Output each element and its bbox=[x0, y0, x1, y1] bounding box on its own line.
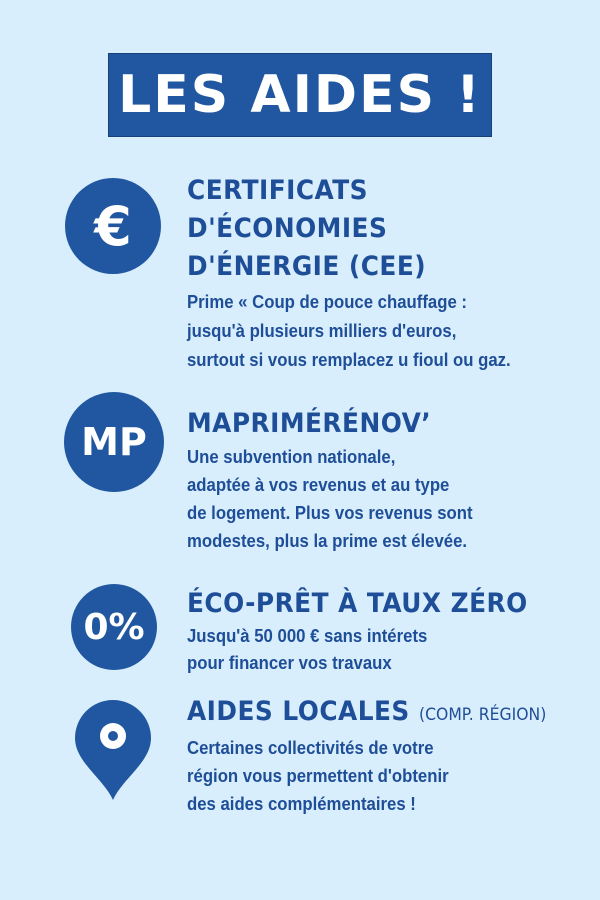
title-banner bbox=[108, 53, 492, 137]
section-heading: AIDES LOCALES (COMP. RÉGION) bbox=[187, 696, 547, 727]
section-heading: ÉCO-PRÊT À TAUX ZÉRO bbox=[187, 588, 528, 619]
section-cee bbox=[187, 172, 587, 375]
section-body: Jusqu'à 50 000 € sans intérets pour financer vos travaux bbox=[187, 626, 428, 673]
section-body: Une subvention nationale, adaptée à vos revenus et au type de logement. Plus vos revenus sont modestes, plus la prime est élevée. bbox=[187, 447, 473, 551]
heading-note: (COMP. RÉGION) bbox=[418, 705, 547, 725]
section-maprimerenov bbox=[187, 405, 587, 555]
section-heading: CERTIFICATS D'ÉCONOMIES D'ÉNERGIE (CEE) bbox=[187, 175, 427, 282]
zero-percent-icon: 0% bbox=[71, 584, 157, 670]
map-pin-icon bbox=[73, 698, 153, 802]
section-aides-locales bbox=[187, 693, 587, 818]
section-body: Certaines collectivités de votre région vous permettent d'obtenir des aides complémentaires ! bbox=[187, 738, 449, 814]
section-heading: MAPRIMÉRÉNOV’ bbox=[187, 408, 432, 439]
section-eco-pret bbox=[187, 585, 587, 677]
page-title: LES AIDES ! bbox=[118, 65, 482, 125]
section-body: Prime « Coup de pouce chauffage : jusqu'à plusieurs milliers d'euros, surtout si vous remplacez u fioul ou gaz. bbox=[187, 292, 511, 370]
euro-icon: € bbox=[65, 178, 161, 274]
maprimerenov-icon: MP bbox=[64, 392, 164, 492]
